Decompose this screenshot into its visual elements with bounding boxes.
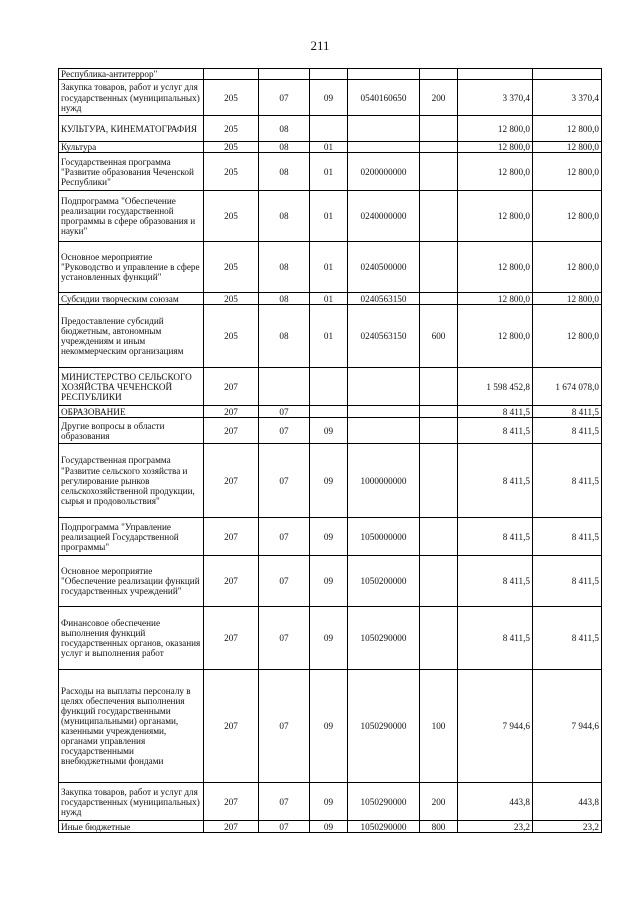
table-row	[59, 556, 602, 607]
row-expense-type	[420, 368, 458, 406]
row-amount-2: 1 674 078,0	[533, 368, 602, 406]
table-row	[59, 821, 602, 833]
row-subsection-code: 09	[310, 783, 348, 821]
row-expense-type	[420, 293, 458, 305]
row-name: Иные бюджетные	[59, 821, 204, 833]
row-ministry-code: 207	[204, 368, 259, 406]
row-amount-1: 23,2	[458, 821, 533, 833]
row-subsection-code: 01	[310, 142, 348, 153]
row-amount-2: 23,2	[533, 821, 602, 833]
row-expense-type: 200	[420, 80, 458, 116]
row-ministry-code: 205	[204, 293, 259, 305]
row-ministry-code: 207	[204, 821, 259, 833]
row-ministry-code: 205	[204, 242, 259, 293]
row-name: МИНИСТЕРСТВО СЕЛЬСКОГО ХОЗЯЙСТВА ЧЕЧЕНСКОЙ РЕСПУБЛИКИ	[59, 368, 204, 406]
row-amount-2: 12 800,0	[533, 293, 602, 305]
row-amount-2: 8 411,5	[533, 518, 602, 556]
table-row	[59, 293, 602, 305]
row-subsection-code: 09	[310, 518, 348, 556]
row-amount-2: 8 411,5	[533, 444, 602, 518]
row-section-code: 08	[259, 242, 310, 293]
row-section-code: 08	[259, 293, 310, 305]
row-ministry-code: 207	[204, 418, 259, 444]
row-target-code: 0200000000	[348, 153, 420, 191]
row-amount-2: 8 411,5	[533, 607, 602, 670]
row-subsection-code: 09	[310, 418, 348, 444]
row-section-code: 07	[259, 556, 310, 607]
row-subsection-code	[310, 406, 348, 418]
row-expense-type: 800	[420, 821, 458, 833]
row-amount-1: 12 800,0	[458, 191, 533, 242]
row-expense-type	[420, 191, 458, 242]
row-ministry-code: 205	[204, 142, 259, 153]
row-amount-2: 7 944,6	[533, 670, 602, 783]
row-expense-type	[420, 607, 458, 670]
row-section-code: 08	[259, 142, 310, 153]
row-amount-1: 8 411,5	[458, 518, 533, 556]
row-ministry-code: 205	[204, 153, 259, 191]
table-row	[59, 116, 602, 142]
row-expense-type	[420, 518, 458, 556]
row-amount-1: 8 411,5	[458, 607, 533, 670]
row-target-code	[348, 116, 420, 142]
row-subsection-code	[310, 116, 348, 142]
row-ministry-code: 207	[204, 783, 259, 821]
row-section-code: 08	[259, 153, 310, 191]
row-name: Закупка товаров, работ и услуг для государственных (муниципальных) нужд	[59, 783, 204, 821]
row-ministry-code: 205	[204, 305, 259, 368]
row-section-code: 07	[259, 670, 310, 783]
row-expense-type	[420, 242, 458, 293]
row-ministry-code: 207	[204, 607, 259, 670]
row-section-code	[259, 368, 310, 406]
row-subsection-code	[310, 368, 348, 406]
row-subsection-code: 09	[310, 556, 348, 607]
row-target-code: 0540160650	[348, 80, 420, 116]
row-ministry-code: 207	[204, 518, 259, 556]
page-number: 211	[310, 38, 330, 53]
row-amount-1: 12 800,0	[458, 142, 533, 153]
row-target-code: 1050290000	[348, 821, 420, 833]
row-target-code: 1050290000	[348, 607, 420, 670]
row-section-code: 07	[259, 783, 310, 821]
row-name: Государственная программа "Развитие образования Чеченской Республики"	[59, 153, 204, 191]
row-expense-type: 200	[420, 783, 458, 821]
row-ministry-code: 205	[204, 80, 259, 116]
row-expense-type	[420, 418, 458, 444]
row-ministry-code: 207	[204, 444, 259, 518]
row-name: Закупка товаров, работ и услуг для государственных (муниципальных) нужд	[59, 80, 204, 116]
row-ministry-code: 205	[204, 116, 259, 142]
row-target-code	[348, 406, 420, 418]
table-row	[59, 69, 602, 80]
row-target-code: 1050200000	[348, 556, 420, 607]
row-section-code: 08	[259, 116, 310, 142]
row-ministry-code: 205	[204, 191, 259, 242]
row-section-code	[259, 69, 310, 80]
row-name: Государственная программа "Развитие сельского хозяйства и регулирование рынков сельскохозяйственной продукции, сырья и продовольствия"	[59, 444, 204, 518]
row-amount-1: 8 411,5	[458, 418, 533, 444]
row-expense-type: 100	[420, 670, 458, 783]
table-row	[59, 406, 602, 418]
row-subsection-code: 09	[310, 670, 348, 783]
row-name: Подпрограмма "Обеспечение реализации государственной программы в сфере образования и науки"	[59, 191, 204, 242]
row-section-code: 07	[259, 406, 310, 418]
row-amount-2: 12 800,0	[533, 191, 602, 242]
row-name: Расходы на выплаты персоналу в целях обеспечения выполнения функций государственными (муниципальными) органами, казенными учреждениями, органами управления государственными внебюджетными фондами	[59, 670, 204, 783]
row-amount-2: 12 800,0	[533, 153, 602, 191]
row-amount-2: 12 800,0	[533, 142, 602, 153]
row-section-code: 07	[259, 80, 310, 116]
table-row	[59, 607, 602, 670]
row-amount-1: 12 800,0	[458, 293, 533, 305]
row-expense-type	[420, 556, 458, 607]
row-section-code: 07	[259, 607, 310, 670]
row-amount-2: 12 800,0	[533, 242, 602, 293]
row-subsection-code: 01	[310, 293, 348, 305]
row-subsection-code: 09	[310, 821, 348, 833]
row-amount-1: 12 800,0	[458, 116, 533, 142]
row-expense-type	[420, 142, 458, 153]
row-amount-1: 12 800,0	[458, 305, 533, 368]
table-row	[59, 80, 602, 116]
row-target-code: 1050290000	[348, 783, 420, 821]
row-name: Основное мероприятие "Обеспечение реализации функций государственных учреждений"	[59, 556, 204, 607]
row-ministry-code: 207	[204, 556, 259, 607]
row-target-code: 1050290000	[348, 670, 420, 783]
table-row	[59, 242, 602, 293]
row-target-code	[348, 69, 420, 80]
row-target-code: 0240563150	[348, 293, 420, 305]
row-amount-2: 8 411,5	[533, 418, 602, 444]
row-ministry-code: 207	[204, 670, 259, 783]
row-section-code: 08	[259, 191, 310, 242]
row-subsection-code: 01	[310, 242, 348, 293]
row-section-code: 07	[259, 821, 310, 833]
row-section-code: 07	[259, 518, 310, 556]
row-expense-type	[420, 153, 458, 191]
row-amount-1: 3 370,4	[458, 80, 533, 116]
table-row	[59, 444, 602, 518]
row-amount-2	[533, 69, 602, 80]
row-target-code: 0240563150	[348, 305, 420, 368]
row-name: ОБРАЗОВАНИЕ	[59, 406, 204, 418]
table-row	[59, 670, 602, 783]
table-row	[59, 191, 602, 242]
row-amount-2: 8 411,5	[533, 406, 602, 418]
row-name: Республика-антитеррор"	[59, 69, 204, 80]
row-target-code: 0240500000	[348, 242, 420, 293]
row-expense-type	[420, 69, 458, 80]
row-subsection-code: 09	[310, 444, 348, 518]
row-subsection-code: 01	[310, 305, 348, 368]
row-subsection-code: 01	[310, 153, 348, 191]
row-target-code	[348, 418, 420, 444]
row-name: Культура	[59, 142, 204, 153]
row-name: КУЛЬТУРА, КИНЕМАТОГРАФИЯ	[59, 116, 204, 142]
row-amount-1: 443,8	[458, 783, 533, 821]
row-name: Подпрограмма "Управление реализацией Государственной программы"	[59, 518, 204, 556]
row-amount-1	[458, 69, 533, 80]
row-subsection-code: 09	[310, 607, 348, 670]
row-ministry-code: 207	[204, 406, 259, 418]
table-row	[59, 368, 602, 406]
row-subsection-code: 09	[310, 80, 348, 116]
row-amount-1: 12 800,0	[458, 242, 533, 293]
row-name: Другие вопросы в области образования	[59, 418, 204, 444]
row-section-code: 07	[259, 444, 310, 518]
row-amount-2: 8 411,5	[533, 556, 602, 607]
row-target-code: 1000000000	[348, 444, 420, 518]
row-amount-2: 12 800,0	[533, 305, 602, 368]
row-target-code	[348, 368, 420, 406]
row-amount-1: 7 944,6	[458, 670, 533, 783]
table-row	[59, 142, 602, 153]
row-ministry-code	[204, 69, 259, 80]
row-amount-2: 3 370,4	[533, 80, 602, 116]
table-row	[59, 518, 602, 556]
row-section-code: 07	[259, 418, 310, 444]
row-expense-type	[420, 116, 458, 142]
row-amount-1: 8 411,5	[458, 406, 533, 418]
row-amount-1: 8 411,5	[458, 556, 533, 607]
row-expense-type: 600	[420, 305, 458, 368]
row-subsection-code: 01	[310, 191, 348, 242]
row-amount-1: 1 598 452,8	[458, 368, 533, 406]
row-expense-type	[420, 444, 458, 518]
table-row	[59, 305, 602, 368]
budget-table	[58, 68, 602, 833]
table-row	[59, 153, 602, 191]
row-target-code: 0240000000	[348, 191, 420, 242]
table-row	[59, 418, 602, 444]
row-amount-2: 443,8	[533, 783, 602, 821]
row-subsection-code	[310, 69, 348, 80]
row-amount-1: 8 411,5	[458, 444, 533, 518]
table-row	[59, 783, 602, 821]
row-amount-2: 12 800,0	[533, 116, 602, 142]
row-section-code: 08	[259, 305, 310, 368]
row-target-code: 1050000000	[348, 518, 420, 556]
row-expense-type	[420, 406, 458, 418]
row-name: Субсидии творческим союзам	[59, 293, 204, 305]
row-amount-1: 12 800,0	[458, 153, 533, 191]
row-name: Основное мероприятие "Руководство и управление в сфере установленных функций"	[59, 242, 204, 293]
row-target-code	[348, 142, 420, 153]
row-name: Финансовое обеспечение выполнения функций государственных органов, оказания услуг и выполнения работ	[59, 607, 204, 670]
row-name: Предоставление субсидий бюджетным, автономным учреждениям и иным некоммерческим организациям	[59, 305, 204, 368]
